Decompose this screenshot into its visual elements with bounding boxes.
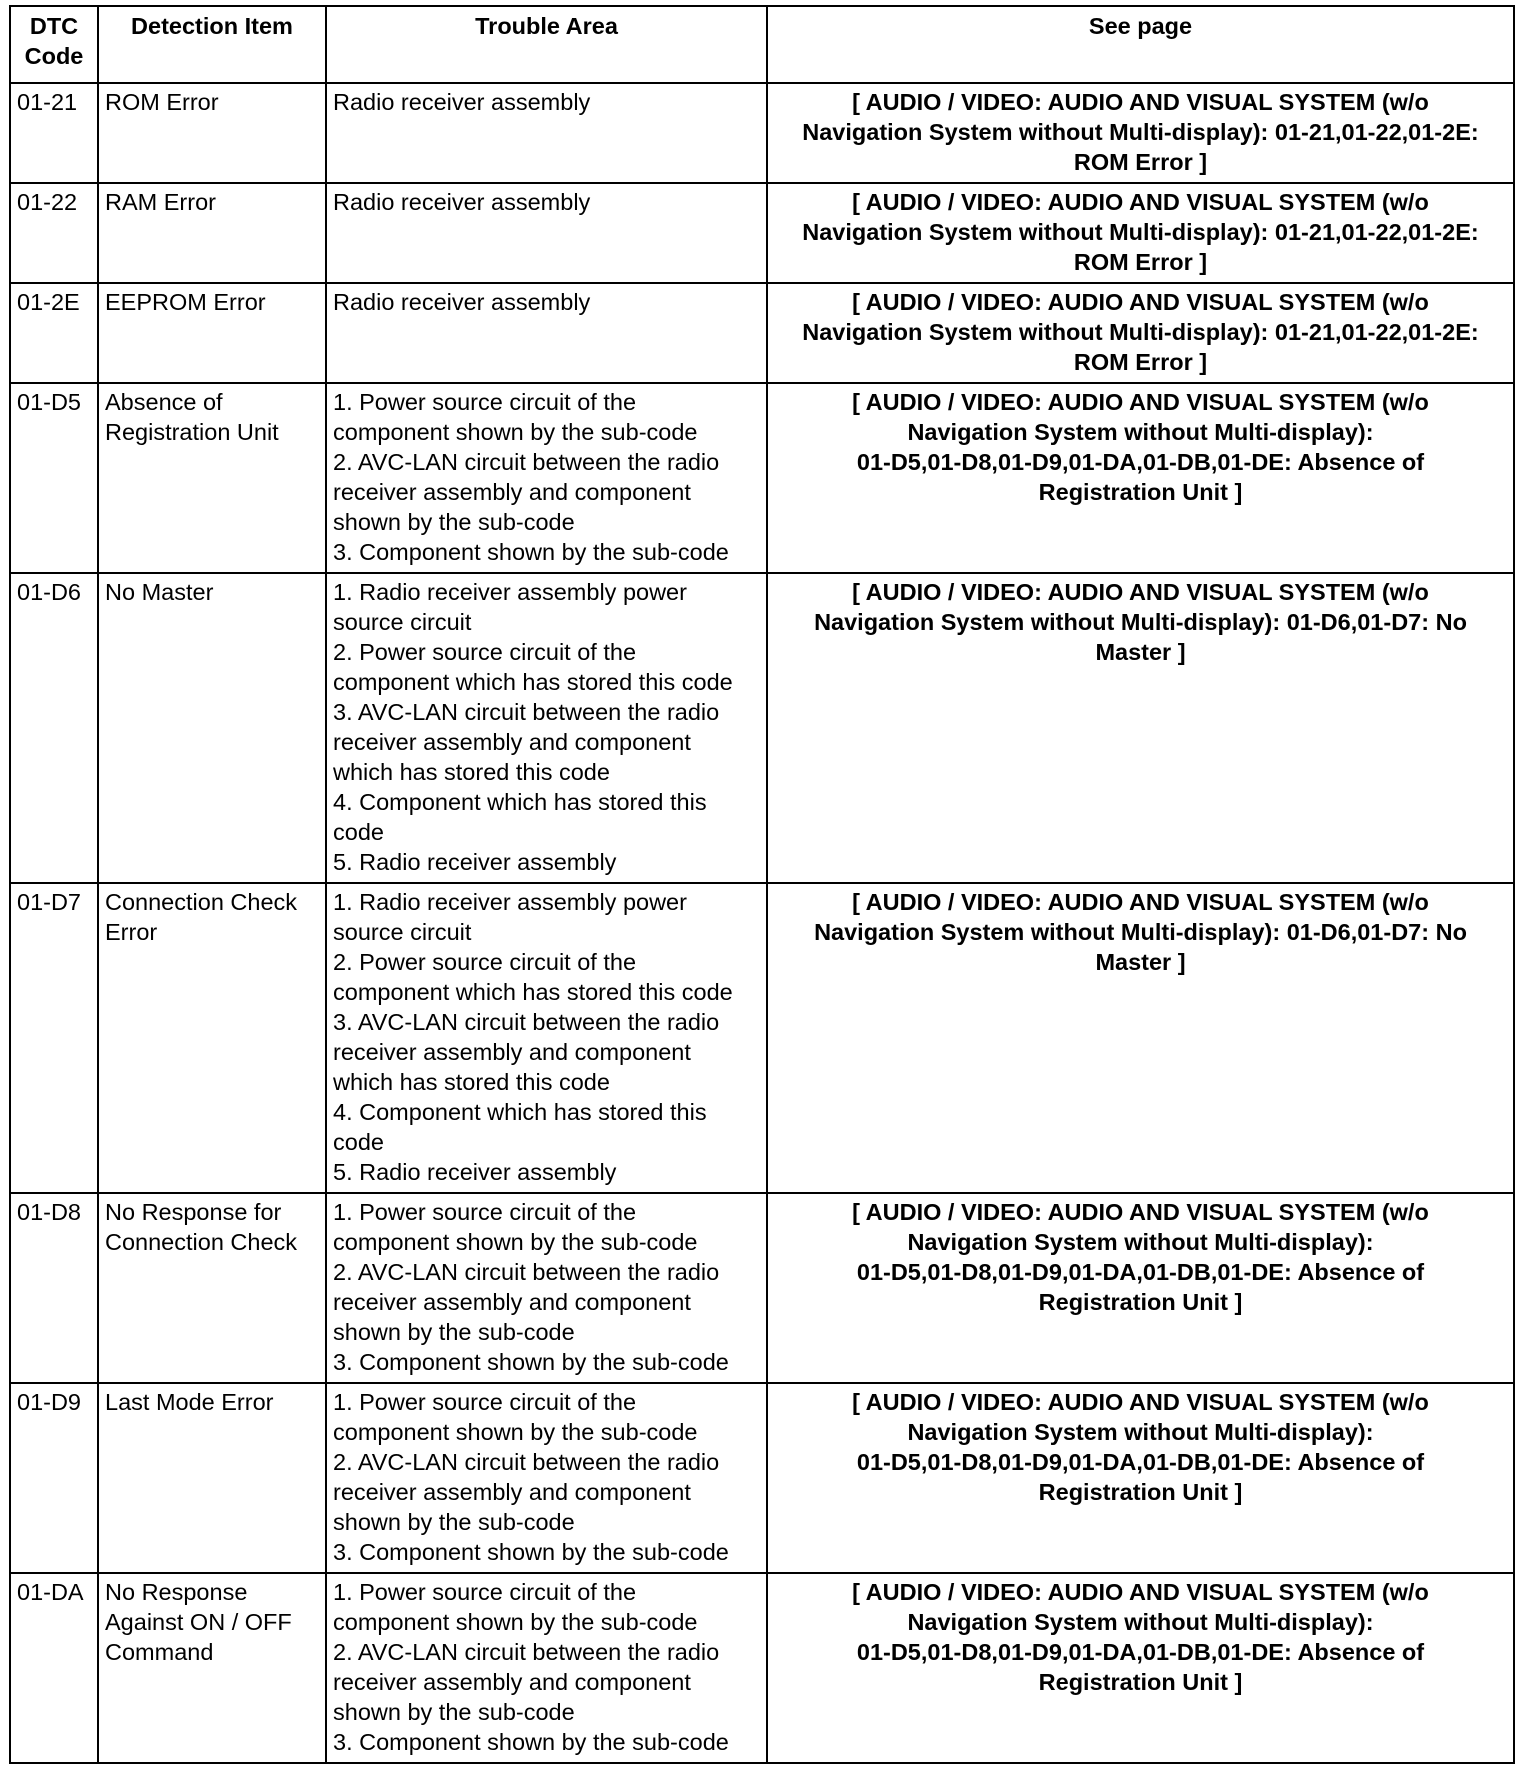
trouble-area-cell-line: shown by the sub-code	[333, 1509, 575, 1535]
trouble-area-cell-line: shown by the sub-code	[333, 1699, 575, 1725]
trouble-area-cell-line: 2. Power source circuit of the	[333, 639, 637, 665]
detection-item-cell-line: Absence of	[105, 389, 223, 415]
see-page-link-cell-line[interactable]: ROM Error ]	[1073, 149, 1208, 175]
detection-item-cell	[98, 183, 326, 283]
table-row	[10, 83, 1514, 183]
detection-item-cell-line: Against ON / OFF	[105, 1609, 292, 1635]
trouble-area-cell-line: 1. Power source circuit of the	[333, 1199, 637, 1225]
trouble-area-cell-line: Radio receiver assembly	[333, 289, 591, 315]
detection-item-cell-line: No Response for	[105, 1199, 282, 1225]
see-page-link-cell[interactable]	[767, 1193, 1514, 1383]
dtc-code-cell: 01-2E	[10, 283, 98, 383]
trouble-area-cell	[326, 573, 767, 883]
table-row	[10, 183, 1514, 283]
trouble-area-cell-line: receiver assembly and component	[333, 729, 691, 755]
trouble-area-cell	[326, 1573, 767, 1763]
trouble-area-cell-line: code	[333, 1129, 384, 1155]
see-page-link-cell[interactable]	[767, 1383, 1514, 1573]
trouble-area-cell-line: 3. Component shown by the sub-code	[333, 1539, 729, 1565]
detection-item-cell-line: Connection Check	[105, 1229, 298, 1255]
header-detection-item: Detection Item	[98, 6, 326, 83]
see-page-link-cell-line[interactable]: Registration Unit ]	[1038, 1669, 1243, 1695]
trouble-area-cell	[326, 183, 767, 283]
see-page-link-cell-line[interactable]: Navigation System without Multi-display): 01-D6,01-D7: No	[814, 609, 1467, 635]
trouble-area-cell	[326, 1193, 767, 1383]
see-page-link-cell[interactable]	[767, 83, 1514, 183]
trouble-area-cell-line: shown by the sub-code	[333, 1319, 575, 1345]
trouble-area-cell-line: code	[333, 819, 384, 845]
see-page-link-cell-line[interactable]: Navigation System without Multi-display): 01-D6,01-D7: No	[814, 919, 1467, 945]
see-page-link-cell[interactable]	[767, 573, 1514, 883]
see-page-link-cell-line[interactable]: [ AUDIO / VIDEO: AUDIO AND VISUAL SYSTEM (w/o	[852, 579, 1429, 605]
see-page-link-cell-line[interactable]: ROM Error ]	[1073, 249, 1208, 275]
header-dtc-code-line: DTC	[29, 13, 79, 39]
dtc-code-cell: 01-21	[10, 83, 98, 183]
see-page-link-cell-line[interactable]: [ AUDIO / VIDEO: AUDIO AND VISUAL SYSTEM (w/o	[852, 89, 1429, 115]
detection-item-cell	[98, 1193, 326, 1383]
trouble-area-cell-line: receiver assembly and component	[333, 1669, 691, 1695]
see-page-link-cell[interactable]	[767, 183, 1514, 283]
see-page-link-cell-line[interactable]: Navigation System without Multi-display):	[907, 1229, 1374, 1255]
see-page-link-cell[interactable]	[767, 383, 1514, 573]
trouble-area-cell-line: component shown by the sub-code	[333, 419, 698, 445]
trouble-area-cell	[326, 83, 767, 183]
trouble-area-cell-line: which has stored this code	[333, 759, 610, 785]
see-page-link-cell-line[interactable]: 01-D5,01-D8,01-D9,01-DA,01-DB,01-DE: Absence of	[856, 449, 1425, 475]
dtc-code-cell: 01-D5	[10, 383, 98, 573]
trouble-area-cell-line: 1. Power source circuit of the	[333, 1579, 637, 1605]
table-row	[10, 1193, 1514, 1383]
trouble-area-cell	[326, 283, 767, 383]
trouble-area-cell-line: Radio receiver assembly	[333, 89, 591, 115]
trouble-area-cell-line: 1. Radio receiver assembly power	[333, 579, 687, 605]
table-row	[10, 883, 1514, 1193]
trouble-area-cell	[326, 1383, 767, 1573]
trouble-area-cell-line: Radio receiver assembly	[333, 189, 591, 215]
dtc-code-cell: 01-D9	[10, 1383, 98, 1573]
see-page-link-cell-line[interactable]: Navigation System without Multi-display): 01-21,01-22,01-2E:	[802, 219, 1479, 245]
detection-item-cell-line: EEPROM Error	[105, 289, 266, 315]
table-row	[10, 283, 1514, 383]
detection-item-cell-line: RAM Error	[105, 189, 216, 215]
see-page-link-cell-line[interactable]: Navigation System without Multi-display): 01-21,01-22,01-2E:	[802, 319, 1479, 345]
see-page-link-cell-line[interactable]: 01-D5,01-D8,01-D9,01-DA,01-DB,01-DE: Absence of	[856, 1639, 1425, 1665]
trouble-area-cell-line: 2. Power source circuit of the	[333, 949, 637, 975]
trouble-area-cell-line: 1. Power source circuit of the	[333, 1389, 637, 1415]
see-page-link-cell-line[interactable]: [ AUDIO / VIDEO: AUDIO AND VISUAL SYSTEM (w/o	[852, 1389, 1429, 1415]
detection-item-cell	[98, 83, 326, 183]
trouble-area-cell-line: source circuit	[333, 919, 472, 945]
trouble-area-cell-line: 3. Component shown by the sub-code	[333, 539, 729, 565]
trouble-area-cell-line: receiver assembly and component	[333, 1039, 691, 1065]
trouble-area-cell-line: 3. AVC-LAN circuit between the radio	[333, 1009, 720, 1035]
trouble-area-cell-line: source circuit	[333, 609, 472, 635]
dtc-code-cell: 01-D8	[10, 1193, 98, 1383]
see-page-link-cell-line[interactable]: ROM Error ]	[1073, 349, 1208, 375]
see-page-link-cell-line[interactable]: Navigation System without Multi-display):	[907, 1419, 1374, 1445]
see-page-link-cell-line[interactable]: Navigation System without Multi-display): 01-21,01-22,01-2E:	[802, 119, 1479, 145]
detection-item-cell-line: Registration Unit	[105, 419, 279, 445]
detection-item-cell	[98, 283, 326, 383]
trouble-area-cell-line: 3. Component shown by the sub-code	[333, 1729, 729, 1755]
dtc-code-cell: 01-22	[10, 183, 98, 283]
see-page-link-cell-line[interactable]: Registration Unit ]	[1038, 1289, 1243, 1315]
trouble-area-cell-line: 2. AVC-LAN circuit between the radio	[333, 1259, 720, 1285]
trouble-area-cell-line: 4. Component which has stored this	[333, 789, 707, 815]
header-trouble-area: Trouble Area	[326, 6, 767, 83]
see-page-link-cell-line[interactable]: [ AUDIO / VIDEO: AUDIO AND VISUAL SYSTEM (w/o	[852, 389, 1429, 415]
detection-item-cell	[98, 383, 326, 573]
trouble-area-cell-line: 3. Component shown by the sub-code	[333, 1349, 729, 1375]
see-page-link-cell-line[interactable]: Registration Unit ]	[1038, 1479, 1243, 1505]
see-page-link-cell-line[interactable]: [ AUDIO / VIDEO: AUDIO AND VISUAL SYSTEM (w/o	[852, 1199, 1429, 1225]
see-page-link-cell[interactable]	[767, 1573, 1514, 1763]
see-page-link-cell-line[interactable]: [ AUDIO / VIDEO: AUDIO AND VISUAL SYSTEM (w/o	[852, 889, 1429, 915]
trouble-area-cell-line: 3. AVC-LAN circuit between the radio	[333, 699, 720, 725]
detection-item-cell	[98, 883, 326, 1193]
trouble-area-cell-line: which has stored this code	[333, 1069, 610, 1095]
trouble-area-cell-line: 1. Power source circuit of the	[333, 389, 637, 415]
table-header-row	[10, 6, 1514, 83]
see-page-link-cell[interactable]	[767, 883, 1514, 1193]
detection-item-cell-line: Error	[105, 919, 158, 945]
trouble-area-cell-line: shown by the sub-code	[333, 509, 575, 535]
trouble-area-cell-line: component which has stored this code	[333, 669, 733, 695]
detection-item-cell	[98, 573, 326, 883]
trouble-area-cell-line: 5. Radio receiver assembly	[333, 1159, 617, 1185]
trouble-area-cell	[326, 883, 767, 1193]
trouble-area-cell-line: receiver assembly and component	[333, 1289, 691, 1315]
see-page-link-cell-line[interactable]: [ AUDIO / VIDEO: AUDIO AND VISUAL SYSTEM (w/o	[852, 189, 1429, 215]
trouble-area-cell	[326, 383, 767, 573]
trouble-area-cell-line: 1. Radio receiver assembly power	[333, 889, 687, 915]
trouble-area-cell-line: 2. AVC-LAN circuit between the radio	[333, 1639, 720, 1665]
table-body	[10, 83, 1514, 1763]
detection-item-cell-line: Command	[105, 1639, 214, 1665]
detection-item-cell-line: Last Mode Error	[105, 1389, 274, 1415]
table-row	[10, 1383, 1514, 1573]
dtc-code-cell: 01-D6	[10, 573, 98, 883]
dtc-table-container	[9, 5, 1513, 1764]
see-page-link-cell-line[interactable]: [ AUDIO / VIDEO: AUDIO AND VISUAL SYSTEM (w/o	[852, 1579, 1429, 1605]
trouble-area-cell-line: component shown by the sub-code	[333, 1419, 698, 1445]
detection-item-cell-line: Connection Check	[105, 889, 298, 915]
trouble-area-cell-line: receiver assembly and component	[333, 1479, 691, 1505]
trouble-area-cell-line: component shown by the sub-code	[333, 1229, 698, 1255]
trouble-area-cell-line: component which has stored this code	[333, 979, 733, 1005]
header-dtc-code	[10, 6, 98, 83]
detection-item-cell-line: ROM Error	[105, 89, 219, 115]
see-page-link-cell-line[interactable]: Master ]	[1095, 639, 1186, 665]
header-see-page: See page	[767, 6, 1514, 83]
detection-item-cell	[98, 1383, 326, 1573]
header-dtc-code-line: Code	[24, 43, 84, 69]
trouble-area-cell-line: 2. AVC-LAN circuit between the radio	[333, 1449, 720, 1475]
trouble-area-cell-line: 5. Radio receiver assembly	[333, 849, 617, 875]
dtc-code-cell: 01-DA	[10, 1573, 98, 1763]
dtc-table	[9, 5, 1515, 1764]
table-row	[10, 1573, 1514, 1763]
table-row	[10, 573, 1514, 883]
detection-item-cell	[98, 1573, 326, 1763]
detection-item-cell-line: No Master	[105, 579, 214, 605]
table-row	[10, 383, 1514, 573]
see-page-link-cell[interactable]	[767, 283, 1514, 383]
see-page-link-cell-line[interactable]: Registration Unit ]	[1038, 479, 1243, 505]
detection-item-cell-line: No Response	[105, 1579, 248, 1605]
see-page-link-cell-line[interactable]: Navigation System without Multi-display):	[907, 1609, 1374, 1635]
see-page-link-cell-line[interactable]: [ AUDIO / VIDEO: AUDIO AND VISUAL SYSTEM (w/o	[852, 289, 1429, 315]
see-page-link-cell-line[interactable]: Navigation System without Multi-display):	[907, 419, 1374, 445]
see-page-link-cell-line[interactable]: 01-D5,01-D8,01-D9,01-DA,01-DB,01-DE: Absence of	[856, 1449, 1425, 1475]
trouble-area-cell-line: receiver assembly and component	[333, 479, 691, 505]
trouble-area-cell-line: 2. AVC-LAN circuit between the radio	[333, 449, 720, 475]
trouble-area-cell-line: 4. Component which has stored this	[333, 1099, 707, 1125]
dtc-code-cell: 01-D7	[10, 883, 98, 1193]
see-page-link-cell-line[interactable]: 01-D5,01-D8,01-D9,01-DA,01-DB,01-DE: Absence of	[856, 1259, 1425, 1285]
trouble-area-cell-line: component shown by the sub-code	[333, 1609, 698, 1635]
see-page-link-cell-line[interactable]: Master ]	[1095, 949, 1186, 975]
